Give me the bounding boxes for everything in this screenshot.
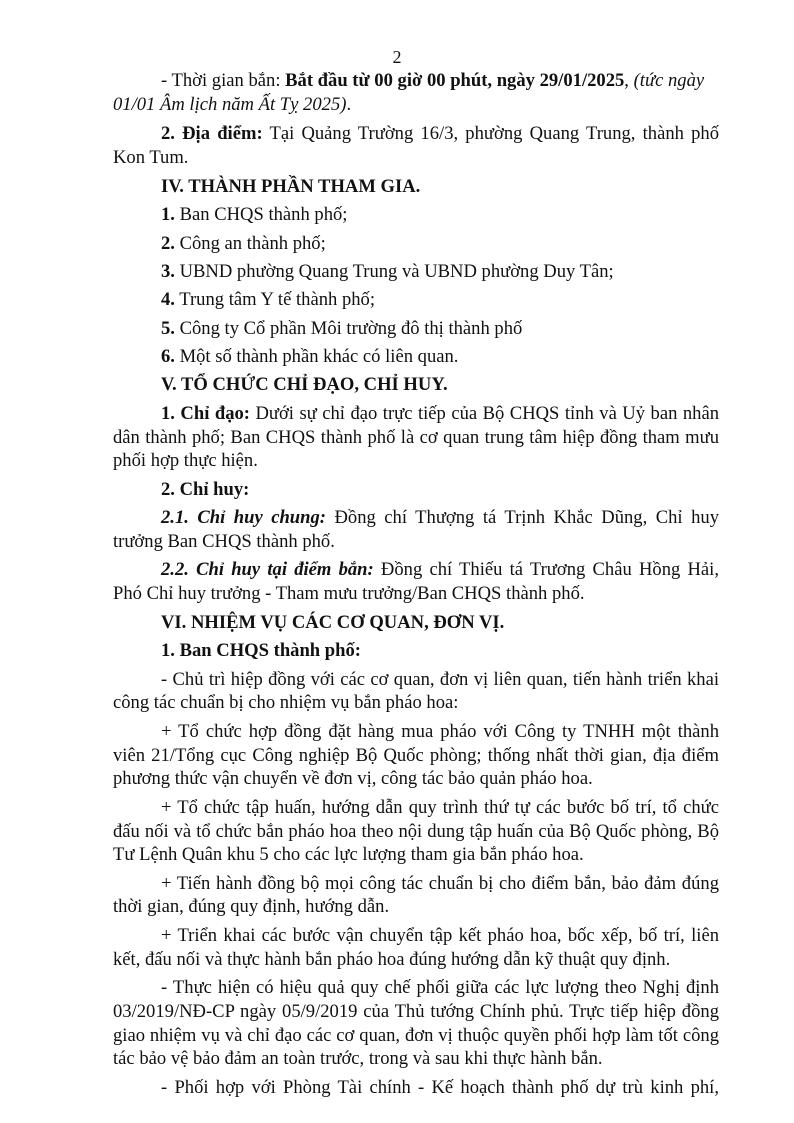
participant-num: 1. <box>161 204 175 225</box>
paragraph-line: - Chủ trì hiệp đồng với các cơ quan, đơn vị liên quan, tiến hành triển khai <box>161 669 719 690</box>
participant-text: Trung tâm Y tế thành phố; <box>174 289 376 310</box>
participant-num: 4. <box>161 289 175 310</box>
paragraph-line: Tư Lệnh Quân khu 5 cho các lực lượng tham gia bắn pháo hoa. <box>113 844 584 865</box>
direction-line-2: dân thành phố; Ban CHQS thành phố là cơ quan trung tâm hiệp đồng tham mưu <box>113 427 719 448</box>
participant-item <box>161 291 719 310</box>
paragraph-line: 03/2019/NĐ-CP ngày 05/9/2019 của Thủ tướng Chính phủ. Trực tiếp hiệp đồng <box>113 1001 719 1022</box>
participant-text: Công ty Cổ phần Môi trường đô thị thành phố <box>174 318 523 339</box>
participant-num: 6. <box>161 346 175 367</box>
time-end: . <box>346 94 352 115</box>
command-1-line-2: trưởng Ban CHQS thành phố. <box>113 531 335 552</box>
paragraph-line: thời gian, đúng quy định, hướng dẫn. <box>113 896 390 917</box>
command-2-text-a: Đồng chí Thiếu tá Trương Châu Hồng Hải, <box>373 559 719 580</box>
time-note-a: (tức ngày <box>628 70 705 91</box>
paragraph-line: đấu nối và tổ chức bắn pháo hoa theo nội dung tập huấn của Bộ Quốc phòng, Bộ <box>113 821 719 842</box>
participant-item <box>161 263 719 282</box>
participant-num: 2. <box>161 233 175 254</box>
page-number: 2 <box>392 47 402 67</box>
participant-item <box>161 320 719 339</box>
location-text-a: Tại Quảng Trường 16/3, phường Quang Trung, thành phố <box>262 123 719 144</box>
time-value: Bắt đầu từ 00 giờ 00 phút, ngày 29/01/2025 <box>285 70 625 91</box>
paragraph-line: + Tổ chức tập huấn, hướng dẫn quy trình thứ tự các bước bố trí, tổ chức <box>161 797 719 818</box>
participant-text: UBND phường Quang Trung và UBND phường Duy Tân; <box>174 261 614 282</box>
paragraph-line: + Tiến hành đồng bộ mọi công tác chuẩn bị cho điểm bắn, bảo đảm đúng <box>161 873 719 894</box>
direction-label: 1. Chỉ đạo: <box>161 403 250 424</box>
paragraph-line: tác bảo vệ bảo đảm an toàn trước, trong và sau khi thực hành bắn. <box>113 1048 603 1069</box>
command-2-line-2: Phó Chỉ huy trưởng - Tham mưu trưởng/Ban CHQS thành phố. <box>113 583 585 604</box>
paragraph-line: kết, đấu nối và thực hành bắn pháo hoa đúng hướng dẫn kỹ thuật quy định. <box>113 949 671 970</box>
location-line-2: Kon Tum. <box>113 147 189 168</box>
time-label: - Thời gian bắn: <box>161 70 286 91</box>
command-2-line <box>161 561 719 580</box>
command-2-label: 2.2. Chỉ huy tại điểm bắn: <box>161 559 374 580</box>
participant-text: Ban CHQS thành phố; <box>174 204 348 225</box>
command-1-label: 2.1. Chỉ huy chung: <box>161 507 326 528</box>
section-4-title: IV. THÀNH PHẦN THAM GIA. <box>161 176 421 197</box>
participant-item <box>161 206 719 225</box>
paragraph-line: + Triển khai các bước vận chuyển tập kết pháo hoa, bốc xếp, bố trí, liên <box>161 925 719 946</box>
paragraph-line: giao nhiệm vụ và chỉ đạo các cơ quan, đơn vị thuộc quyền phối hợp làm tốt công <box>113 1025 719 1046</box>
paragraph-line: phương thức vận chuyển về đơn vị, công tác bảo quản pháo hoa. <box>113 768 593 789</box>
time-note-b: 01/01 Âm lịch năm Ất Tỵ 2025) <box>113 94 347 115</box>
participant-num: 3. <box>161 261 175 282</box>
paragraph-line: công tác chuẩn bị cho nhiệm vụ bắn pháo hoa: <box>113 692 459 713</box>
participant-item <box>161 348 719 367</box>
command-1-text-a: Đồng chí Thượng tá Trịnh Khắc Dũng, Chỉ huy <box>325 507 719 528</box>
participant-num: 5. <box>161 318 175 339</box>
section-6-title: VI. NHIỆM VỤ CÁC CƠ QUAN, ĐƠN VỊ. <box>161 612 505 633</box>
location-label: 2. Địa điểm: <box>161 123 263 144</box>
paragraph-line: + Tổ chức hợp đồng đặt hàng mua pháo với Công ty TNHH một thành <box>161 721 719 742</box>
paragraph-line: - Phối hợp với Phòng Tài chính - Kế hoạch thành phố dự trù kinh phí, <box>161 1077 719 1098</box>
direction-line-3: phối hợp thực hiện. <box>113 450 258 471</box>
direction-text-a: Dưới sự chỉ đạo trực tiếp của Bộ CHQS tỉnh và Uỷ ban nhân <box>249 403 719 424</box>
location-line <box>161 125 719 144</box>
unit-1-title: 1. Ban CHQS thành phố: <box>161 640 361 661</box>
paragraph-line: viên 21/Tổng cục Công nghiệp Bộ Quốc phòng; thống nhất thời gian, địa điểm <box>113 745 719 766</box>
command-label: 2. Chỉ huy: <box>161 479 250 500</box>
participant-text: Một số thành phần khác có liên quan. <box>174 346 459 367</box>
time-line <box>161 72 719 91</box>
participant-item <box>161 235 719 254</box>
paragraph-line: - Thực hiện có hiệu quả quy chế phối giữa các lực lượng theo Nghị định <box>161 977 719 998</box>
command-1-line <box>161 509 719 528</box>
direction-line <box>161 405 719 424</box>
time-line-2 <box>113 96 719 115</box>
participant-text: Công an thành phố; <box>174 233 326 254</box>
section-5-title: V. TỔ CHỨC CHỈ ĐẠO, CHỈ HUY. <box>161 374 448 395</box>
time-comma: , <box>624 70 629 91</box>
